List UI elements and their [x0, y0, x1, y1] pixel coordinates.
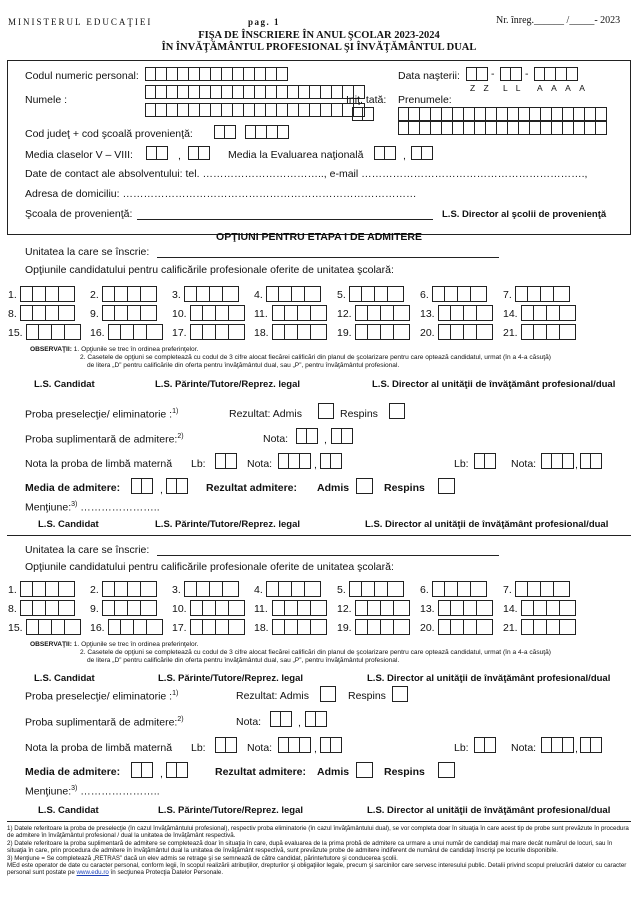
option-number: 6.: [420, 584, 429, 596]
lang2-lb-label: Lb:: [454, 458, 469, 470]
observations-title: OBSERVAŢII:: [30, 346, 72, 353]
lang-lb-label: Lb:: [191, 742, 206, 754]
options-label: Opţiunile candidatului pentru calificările profesionale oferite de unitatea şcolară:: [25, 561, 394, 573]
option-code-field[interactable]: [272, 600, 327, 616]
result-admis-label: Rezultat: Admis: [229, 408, 302, 420]
option-code-field[interactable]: [272, 619, 327, 635]
option-number: 19.: [337, 327, 352, 339]
option-code-field[interactable]: [349, 286, 404, 302]
decimal-comma: ,: [575, 459, 578, 471]
footnote-4-text: MEd este operator de date cu caracter personal, conform legii, în scopul realizării atribuţiilor, drepturilor şi obligaţiilor legale, precum şi sarcinilor care servesc interesului public. Detalii privind scopul prelucrării datelor cu caracter personal sunt postate pe: [7, 862, 627, 877]
lang2-grade-label: Nota:: [511, 458, 537, 470]
option-number: 1.: [8, 584, 17, 596]
page-number: pag. 1: [248, 17, 281, 27]
registration-number: Nr. înreg.______ /_____- 2023: [496, 15, 621, 26]
observation-2: 2. Casetele de opţiuni se completează cu codul de 3 cifre alocat fiecărei calificări din planul de şcolarizare pentru care optează candidatul, urmat (în a 4-a căsuţă): [80, 354, 551, 361]
option-number: 18.: [254, 327, 269, 339]
option-code-field[interactable]: [184, 286, 239, 302]
sign2-parent: L.S. Părinte/Tutore/Reprez. legal: [155, 519, 300, 530]
option-number: 9.: [90, 603, 99, 615]
unit-line[interactable]: [157, 555, 499, 556]
father-initial-field[interactable]: [352, 107, 374, 121]
option-number: 3.: [172, 584, 181, 596]
admission-admis-checkbox[interactable]: [356, 762, 373, 778]
observation-1: 1. Opţiunile se trec în ordinea preferinţelor.: [73, 641, 199, 648]
birth-month-field[interactable]: [500, 67, 522, 81]
firstname-field[interactable]: [398, 107, 607, 121]
option-number: 9.: [90, 308, 99, 320]
lang-grade-label: Nota:: [247, 458, 273, 470]
mention-label: [25, 501, 160, 514]
lang-grade-int[interactable]: [278, 453, 311, 469]
cnp-label: Codul numeric personal:: [25, 70, 139, 82]
admission-respins-label: Respins: [384, 482, 425, 494]
sign-parent: L.S. Părinte/Tutore/Reprez. legal: [155, 379, 300, 390]
month-hint: L L: [503, 83, 524, 93]
firstname-field-row2[interactable]: [398, 121, 607, 135]
birth-year-field[interactable]: [534, 67, 578, 81]
contact-line[interactable]: Date de contact ale absolventului: tel. …………………………….., e-mail ……………………………………………………….,: [25, 168, 588, 180]
footnote-1: 1) Datele referitoare la proba de preselecţie (în cazul învăţământului profesional), respectiv proba eliminatorie (în cazul învăţământului dual), se vor completa doar în situaţia în care acest tip de probe sunt prevăzute în procedura de admitere în învăţământul profesional / dual la unitatea de învăţământ respectivă.: [7, 825, 629, 840]
option-code-field[interactable]: [26, 619, 81, 635]
option-code-field[interactable]: [102, 581, 157, 597]
lang2-grade-int[interactable]: [541, 737, 574, 753]
option-code-field[interactable]: [355, 600, 410, 616]
option-number: 8.: [8, 308, 17, 320]
option-number: 18.: [254, 622, 269, 634]
preselection-text: Proba preselecţie/ eliminatorie :: [25, 690, 173, 703]
sign-parent: L.S. Părinte/Tutore/Reprez. legal: [158, 673, 303, 684]
option-number: 7.: [503, 584, 512, 596]
option-code-field[interactable]: [355, 305, 410, 321]
observation-2: 2. Casetele de opţiuni se completează cu codul de 3 cifre alocat fiecărei calificări din planul de şcolarizare pentru care optează candidatul, urmat (în a 4-a căsuţă): [80, 649, 551, 656]
extra-grade-dec[interactable]: [305, 711, 327, 727]
surname-field[interactable]: [145, 85, 365, 99]
sign-candidate: L.S. Candidat: [34, 673, 95, 684]
birth-date-label: Data naşterii:: [398, 70, 460, 82]
ministry-name: MINISTERUL EDUCAŢIEI: [8, 17, 153, 27]
option-code-field[interactable]: [190, 324, 245, 340]
mention-label: [25, 785, 160, 798]
birth-dash: -: [491, 68, 495, 80]
option-code-field[interactable]: [521, 324, 576, 340]
option-number: 2.: [90, 584, 99, 596]
birth-day-field[interactable]: [466, 67, 488, 81]
option-number: 21.: [503, 622, 518, 634]
admission-result-label: Rezultat admitere:: [206, 482, 298, 494]
footnote-ref: 3): [71, 785, 78, 792]
observations-label: [30, 346, 198, 353]
birth-dash: -: [525, 68, 529, 80]
lang2-grade-label: Nota:: [511, 742, 537, 754]
option-code-field[interactable]: [355, 324, 410, 340]
option-number: 19.: [337, 622, 352, 634]
option-code-field[interactable]: [438, 305, 493, 321]
lang-label: Nota la proba de limbă maternă: [25, 458, 173, 470]
avg-eval-dec[interactable]: [411, 146, 433, 160]
footnote-4-text-end: în secţiunea Protecţia Datelor Personale.: [110, 869, 224, 877]
lang2-grade-int[interactable]: [541, 453, 574, 469]
option-code-field[interactable]: [515, 581, 570, 597]
admission-admis-label: Admis: [317, 482, 350, 494]
option-code-field[interactable]: [266, 581, 321, 597]
mention-text: Menţiune:: [25, 785, 72, 798]
year-hint: A A A A: [537, 83, 589, 93]
admission-respins-checkbox[interactable]: [438, 478, 455, 494]
option-code-field[interactable]: [26, 324, 81, 340]
option-number: 6.: [420, 289, 429, 301]
footnote-ref: 3): [71, 501, 78, 508]
footnote-2: 2) Datele referitoare la proba suplimentară de admitere se completează doar în situaţia în care, după evaluarea de la prima probă de admitere ca urmare a unui număr de candidaţi mai mare decât numărul de locuri, sau în situaţia în care, prin procedura de admitere în învăţământul dual la unitatea de învăţământ respectivă, sunt prevăzute probe de admitere indiferent de numărul de candidaţi înscrişi pe locurile disponibile.: [7, 839, 613, 855]
result-respins-checkbox[interactable]: [389, 403, 405, 419]
admission-avg-label: Media de admitere:: [25, 482, 121, 494]
county-school-label: Cod judeţ + cod şcoală provenienţă:: [25, 128, 193, 140]
option-code-field[interactable]: [521, 305, 576, 321]
option-number: 5.: [337, 584, 346, 596]
lang-code-field[interactable]: [215, 737, 237, 753]
edu-link[interactable]: www.edu.ro: [76, 869, 109, 877]
lang2-grade-dec[interactable]: [580, 453, 602, 469]
result-admis-checkbox[interactable]: [318, 403, 334, 419]
extra-grade-dec[interactable]: [331, 428, 353, 444]
footnote-ref: 2): [177, 433, 184, 440]
option-code-field[interactable]: [521, 600, 576, 616]
decimal-comma: ,: [160, 768, 163, 780]
admission-avg-int[interactable]: [131, 762, 153, 778]
option-number: 20.: [420, 622, 435, 634]
day-hint: Z Z: [470, 83, 492, 93]
option-code-field[interactable]: [432, 286, 487, 302]
admission-avg-int[interactable]: [131, 478, 153, 494]
footnotes: [7, 825, 631, 877]
decimal-comma: ,: [403, 150, 406, 162]
option-code-field[interactable]: [349, 581, 404, 597]
admission-respins-label: Respins: [384, 766, 425, 778]
result-admis-label: Rezultat: Admis: [236, 690, 309, 702]
option-number: 14.: [503, 603, 518, 615]
preselection-label: [25, 408, 178, 421]
sign2-candidate: L.S. Candidat: [38, 805, 99, 816]
form-subtitle: ÎN ÎNVĂŢĂMÂNTUL PROFESIONAL ŞI ÎNVĂŢĂMÂNTUL DUAL: [161, 42, 477, 53]
sign-candidate: L.S. Candidat: [34, 379, 95, 390]
surname-field-row2[interactable]: [145, 103, 365, 117]
option-number: 4.: [254, 584, 263, 596]
admission-result-label: Rezultat admitere:: [215, 766, 307, 778]
option-code-field[interactable]: [438, 619, 493, 635]
lang-label: Nota la proba de limbă maternă: [25, 742, 173, 754]
observations-title: OBSERVAŢII:: [30, 641, 72, 648]
option-code-field[interactable]: [521, 619, 576, 635]
option-code-field[interactable]: [184, 581, 239, 597]
decimal-comma: ,: [575, 743, 578, 755]
option-number: 7.: [503, 289, 512, 301]
sign2-director: L.S. Director al unităţii de învăţământ profesional/dual: [367, 805, 611, 816]
admission-avg-dec[interactable]: [166, 478, 188, 494]
avg-eval-int[interactable]: [374, 146, 396, 160]
option-code-field[interactable]: [515, 286, 570, 302]
avg-classes-label: Media claselor V – VIII:: [25, 149, 133, 161]
observations-label: [30, 641, 198, 648]
option-code-field[interactable]: [20, 305, 75, 321]
extra-grade-label: Nota:: [263, 433, 289, 445]
footnote-ref: 2): [177, 716, 184, 723]
unit-label: Unitatea la care se înscrie:: [25, 544, 150, 556]
option-code-field[interactable]: [102, 600, 157, 616]
option-code-field[interactable]: [272, 324, 327, 340]
option-code-field[interactable]: [438, 324, 493, 340]
option-code-field[interactable]: [20, 286, 75, 302]
option-code-field[interactable]: [102, 305, 157, 321]
cnp-field[interactable]: [145, 67, 288, 81]
address-line[interactable]: Adresa de domiciliu: …………………………………………………………………………: [25, 188, 417, 200]
county-code-field[interactable]: [214, 125, 236, 139]
lang-grade-dec[interactable]: [320, 737, 342, 753]
block-separator: [7, 535, 631, 536]
section-title: OPŢIUNI PENTRU ETAPA I DE ADMITERE: [216, 231, 422, 243]
preselection-text: Proba preselecţie/ eliminatorie :: [25, 408, 173, 421]
option-number: 20.: [420, 327, 435, 339]
option-number: 4.: [254, 289, 263, 301]
admission-avg-dec[interactable]: [166, 762, 188, 778]
option-number: 16.: [90, 622, 105, 634]
mention-dots[interactable]: …………………..: [80, 501, 160, 514]
footnote-ref: 1): [172, 690, 179, 697]
option-number: 15.: [8, 622, 23, 634]
observation-3: de litera „D” pentru calificările din oferta pentru învăţământul dual, sau „P”, pentru învăţământul profesional.: [87, 362, 400, 369]
extra-grade-int[interactable]: [296, 428, 318, 444]
option-number: 17.: [172, 327, 187, 339]
option-number: 1.: [8, 289, 17, 301]
decimal-comma: ,: [314, 459, 317, 471]
footnote-3: 3) Menţiune = Se completează „RETRAS” dacă un elev admis se retrage şi se semnează de către candidat, părinte/tutore şi conducerea şcolii.: [7, 854, 398, 862]
lang-grade-dec[interactable]: [320, 453, 342, 469]
result-respins-label: Respins: [340, 408, 378, 420]
option-number: 11.: [254, 308, 268, 320]
avg-classes-int[interactable]: [146, 146, 168, 160]
admission-avg-label: Media de admitere:: [25, 766, 121, 778]
result-admis-checkbox[interactable]: [320, 686, 336, 702]
extra-test-label: [25, 433, 184, 446]
sign-director: L.S. Director al unităţii de învăţământ profesional/dual: [367, 673, 611, 684]
decimal-comma: ,: [314, 743, 317, 755]
sign2-candidate: L.S. Candidat: [38, 519, 99, 530]
observation-1: 1. Opţiunile se trec în ordinea preferinţelor.: [73, 346, 199, 353]
unit-label: Unitatea la care se înscrie:: [25, 246, 150, 258]
option-code-field[interactable]: [190, 619, 245, 635]
option-number: 16.: [90, 327, 105, 339]
lang2-grade-dec[interactable]: [580, 737, 602, 753]
option-number: 2.: [90, 289, 99, 301]
sign2-director: L.S. Director al unităţii de învăţământ profesional/dual: [365, 519, 609, 530]
avg-classes-dec[interactable]: [188, 146, 210, 160]
lang2-code-field[interactable]: [474, 453, 496, 469]
admission-admis-label: Admis: [317, 766, 350, 778]
option-number: 11.: [254, 603, 268, 615]
footnotes-separator: [7, 821, 631, 822]
option-code-field[interactable]: [266, 286, 321, 302]
option-number: 12.: [337, 603, 352, 615]
option-number: 15.: [8, 327, 23, 339]
school-code-field[interactable]: [245, 125, 289, 139]
option-number: 8.: [8, 603, 17, 615]
result-respins-checkbox[interactable]: [392, 686, 408, 702]
lang-code-field[interactable]: [215, 453, 237, 469]
origin-school-signature: L.S. Director al şcolii de provenienţă: [442, 209, 607, 220]
option-number: 12.: [337, 308, 352, 320]
option-code-field[interactable]: [272, 305, 327, 321]
observation-3: de litera „D” pentru calificările din oferta pentru învăţământul dual, sau „P”, pentru învăţământul profesional.: [87, 657, 400, 664]
lang2-code-field[interactable]: [474, 737, 496, 753]
admission-admis-checkbox[interactable]: [356, 478, 373, 494]
option-code-field[interactable]: [20, 581, 75, 597]
option-number: 3.: [172, 289, 181, 301]
option-code-field[interactable]: [438, 600, 493, 616]
lang-lb-label: Lb:: [191, 458, 206, 470]
lang-grade-int[interactable]: [278, 737, 311, 753]
origin-school-label: Şcoala de provenienţă:: [25, 208, 133, 220]
option-code-field[interactable]: [108, 619, 163, 635]
lang2-lb-label: Lb:: [454, 742, 469, 754]
option-number: 5.: [337, 289, 346, 301]
sign2-parent: L.S. Părinte/Tutore/Reprez. legal: [158, 805, 303, 816]
decimal-comma: ,: [298, 717, 301, 729]
form-title: FIŞA DE ÎNSCRIERE ÎN ANUL ŞCOLAR 2023-2024: [198, 30, 440, 41]
option-number: 13.: [420, 308, 435, 320]
option-code-field[interactable]: [355, 619, 410, 635]
decimal-comma: ,: [160, 484, 163, 496]
admission-respins-checkbox[interactable]: [438, 762, 455, 778]
option-number: 17.: [172, 622, 187, 634]
option-number: 13.: [420, 603, 435, 615]
lang-grade-label: Nota:: [247, 742, 273, 754]
option-number: 21.: [503, 327, 518, 339]
option-code-field[interactable]: [190, 305, 245, 321]
option-code-field[interactable]: [20, 600, 75, 616]
footnote-ref: 1): [172, 408, 179, 415]
option-number: 14.: [503, 308, 518, 320]
decimal-comma: ,: [178, 150, 181, 162]
extra-test-text: Proba suplimentară de admitere:: [25, 433, 178, 446]
firstname-label: Prenumele:: [398, 94, 452, 106]
footnote-4: [7, 862, 631, 877]
option-code-field[interactable]: [432, 581, 487, 597]
result-respins-label: Respins: [348, 690, 386, 702]
sign-director: L.S. Director al unităţii de învăţământ profesional/dual: [372, 379, 616, 390]
origin-school-line[interactable]: [137, 219, 433, 220]
options-label: Opţiunile candidatului pentru calificările profesionale oferite de unitatea şcolară:: [25, 264, 394, 276]
extra-grade-int[interactable]: [270, 711, 292, 727]
option-code-field[interactable]: [190, 600, 245, 616]
extra-test-text: Proba suplimentară de admitere:: [25, 716, 178, 729]
option-code-field[interactable]: [108, 324, 163, 340]
extra-test-label: [25, 716, 184, 729]
avg-eval-label: Media la Evaluarea naţională: [228, 149, 364, 161]
preselection-label: [25, 690, 178, 703]
surname-label: Numele :: [25, 94, 68, 106]
option-number: 10.: [172, 308, 187, 320]
mention-dots[interactable]: …………………..: [80, 785, 160, 798]
mention-text: Menţiune:: [25, 501, 72, 514]
option-number: 10.: [172, 603, 187, 615]
father-initial-label: Iniţ. tată:: [346, 94, 387, 106]
extra-grade-label: Nota:: [236, 716, 262, 728]
decimal-comma: ,: [324, 434, 327, 446]
option-code-field[interactable]: [102, 286, 157, 302]
unit-line[interactable]: [157, 257, 499, 258]
